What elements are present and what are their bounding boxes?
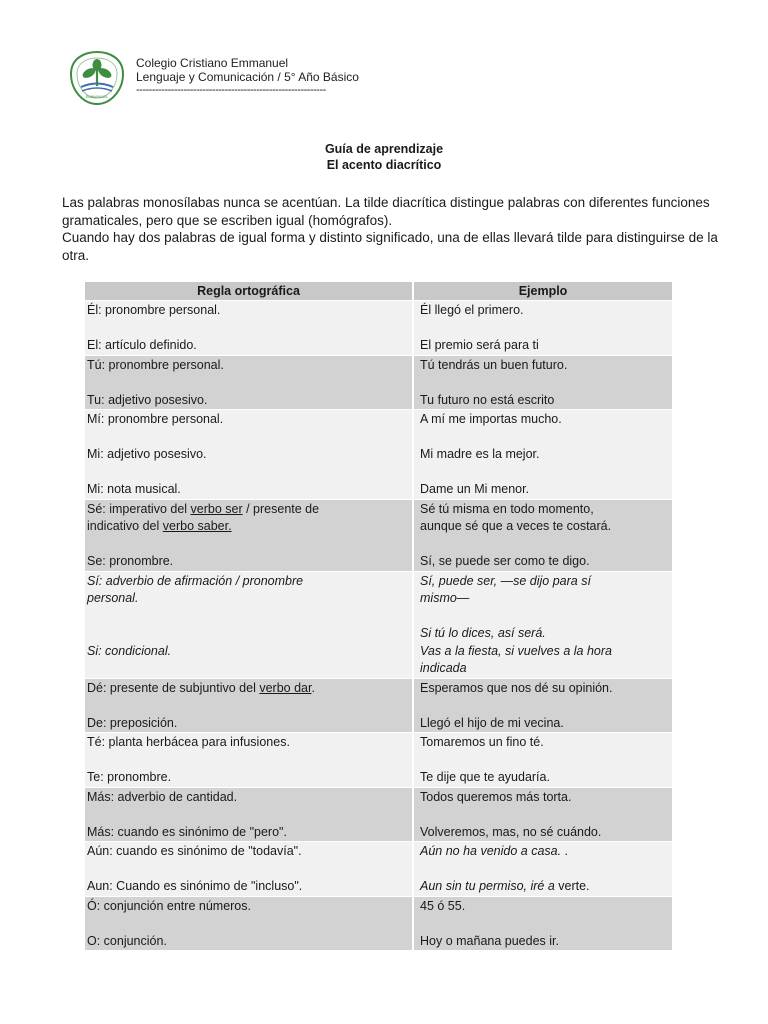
header-separator: ------------------------------------------------------------ xyxy=(136,84,326,96)
header-example: Ejemplo xyxy=(414,282,672,300)
example-line: indicada xyxy=(420,661,467,675)
table-row xyxy=(85,787,672,842)
rule-line: Más: cuando es sinónimo de "pero". xyxy=(87,824,287,839)
school-name: Colegio Cristiano Emmanuel xyxy=(136,56,289,70)
example-line xyxy=(420,806,670,824)
example-cell xyxy=(414,499,672,571)
table-row xyxy=(85,732,672,787)
example-line: Todos queremos más torta. xyxy=(420,789,572,804)
rule-line: Tu: adjetivo posesivo. xyxy=(87,392,208,407)
example-line xyxy=(420,374,670,392)
rule-cell xyxy=(85,300,414,355)
example-line xyxy=(420,320,670,338)
link-verbo-ser[interactable]: verbo ser xyxy=(190,501,243,516)
example-line: Vas a la fiesta, si vuelves a la hora xyxy=(420,643,612,658)
rule-line: Más: adverbio de cantidad. xyxy=(87,789,238,804)
rule-line: Se: pronombre. xyxy=(87,554,174,568)
example-line: Sí, puede ser, —se dijo para sí xyxy=(420,573,591,588)
table-row xyxy=(85,499,672,571)
intro-paragraph-1: Las palabras monosílabas nunca se acentúan. La tilde diacrítica distingue palabras con diferentes funciones gramaticales, pero que se escriben igual (homógrafos). xyxy=(62,195,710,228)
rule-line: De: preposición. xyxy=(87,715,178,730)
rule-line: El: artículo definido. xyxy=(87,338,197,352)
rule-line xyxy=(87,501,410,519)
example-line: Tú tendrás un buen futuro. xyxy=(420,357,568,372)
rule-text: indicativo del xyxy=(87,519,163,533)
rule-line xyxy=(87,806,410,824)
example-cell xyxy=(414,678,672,733)
logo-lettering: EMMANUEL xyxy=(85,94,109,99)
example-cell xyxy=(414,787,672,842)
example-line xyxy=(420,464,670,482)
example-line xyxy=(420,861,670,879)
rule-line: Té: planta herbácea para infusiones. xyxy=(87,735,290,749)
rule-line xyxy=(87,518,410,536)
rule-line: Si: condicional. xyxy=(87,643,172,658)
rule-line: personal. xyxy=(87,591,139,605)
example-line: aunque sé que a veces te costará. xyxy=(420,519,612,533)
example-line xyxy=(420,429,670,447)
document-titles xyxy=(0,141,768,173)
rule-line xyxy=(87,429,410,447)
rules-table xyxy=(85,282,672,950)
header-rule: Regla ortográfica xyxy=(85,282,414,300)
example-line: Mi madre es la mejor. xyxy=(420,447,540,461)
rule-line: O: conjunción. xyxy=(87,933,167,948)
example-text: Aún no ha venido a casa. xyxy=(420,844,562,858)
rule-line: Mi: nota musical. xyxy=(87,482,181,496)
rule-cell xyxy=(85,841,414,896)
example-line xyxy=(420,536,670,554)
example-line xyxy=(420,752,670,770)
rule-cell xyxy=(85,499,414,571)
example-line xyxy=(420,878,670,896)
rule-line xyxy=(87,625,410,643)
example-line: Llegó el hijo de mi vecina. xyxy=(420,715,564,730)
example-cell xyxy=(414,896,672,951)
table-row xyxy=(85,409,672,499)
rule-line xyxy=(87,915,410,933)
example-line: Sé tú misma en todo momento, xyxy=(420,501,594,516)
rule-line: Mí: pronombre personal. xyxy=(87,412,224,426)
example-line: Hoy o mañana puedes ir. xyxy=(420,933,559,948)
example-text: Aun sin tu permiso, iré a xyxy=(420,879,555,893)
rule-line: Él: pronombre personal. xyxy=(87,303,221,317)
rule-line xyxy=(87,861,410,879)
school-header xyxy=(136,56,359,96)
school-logo xyxy=(69,50,125,106)
example-cell xyxy=(414,355,672,410)
table-row xyxy=(85,896,672,951)
table-row xyxy=(85,841,672,896)
rule-line xyxy=(87,608,410,626)
rule-line xyxy=(87,536,410,554)
rule-text: Dé: presente de subjuntivo del xyxy=(87,680,260,695)
example-line: Te dije que te ayudaría. xyxy=(420,770,550,784)
rule-line xyxy=(87,320,410,338)
example-line: El premio será para ti xyxy=(420,338,539,352)
example-line: Dame un Mi menor. xyxy=(420,482,530,496)
example-line: Esperamos que nos dé su opinión. xyxy=(420,680,613,695)
example-line xyxy=(420,915,670,933)
rule-line xyxy=(87,697,410,715)
rule-line xyxy=(87,680,410,698)
table-row xyxy=(85,355,672,410)
intro-text xyxy=(62,194,732,264)
rule-line xyxy=(87,464,410,482)
example-line xyxy=(420,608,670,626)
example-text: verte. xyxy=(554,879,590,893)
example-cell xyxy=(414,841,672,896)
document-subtitle: El acento diacrítico xyxy=(326,158,442,172)
example-line: Tu futuro no está escrito xyxy=(420,392,555,407)
rule-line: Mi: adjetivo posesivo. xyxy=(87,447,207,461)
rule-text: Sé: imperativo del xyxy=(87,501,191,516)
rule-cell xyxy=(85,678,414,733)
rule-line: Ó: conjunción entre números. xyxy=(87,898,251,913)
rule-line: Aun: Cuando es sinónimo de "incluso". xyxy=(87,879,303,893)
rule-line: Tú: pronombre personal. xyxy=(87,357,224,372)
rule-text: / presente de xyxy=(242,501,320,516)
example-cell xyxy=(414,300,672,355)
link-verbo-dar[interactable]: verbo dar xyxy=(259,680,312,695)
table-row xyxy=(85,678,672,733)
example-text: . xyxy=(561,844,569,858)
example-line xyxy=(420,697,670,715)
rule-cell xyxy=(85,409,414,499)
rule-cell xyxy=(85,355,414,410)
example-line: 45 ó 55. xyxy=(420,898,466,913)
rule-line: Sí: adverbio de afirmación / pronombre xyxy=(87,573,304,588)
intro-paragraph-2: Cuando hay dos palabras de igual forma y distinto significado, una de ellas llevará tilde para distinguirse de la otra. xyxy=(62,230,718,263)
rule-line xyxy=(87,752,410,770)
document-title: Guía de aprendizaje xyxy=(324,142,444,156)
example-line: A mí me importas mucho. xyxy=(420,412,562,426)
table-header-row xyxy=(85,282,672,300)
example-line: Volveremos, mas, no sé cuándo. xyxy=(420,824,602,839)
example-cell xyxy=(414,732,672,787)
example-line: Él llegó el primero. xyxy=(420,303,524,317)
example-line xyxy=(420,843,670,861)
rule-text: . xyxy=(311,680,315,695)
rule-cell xyxy=(85,571,414,678)
rule-cell xyxy=(85,732,414,787)
course-name: Lenguaje y Comunicación / 5° Año Básico xyxy=(136,70,359,84)
example-line: Si tú lo dices, así será. xyxy=(420,626,546,640)
example-line: mismo— xyxy=(420,591,470,605)
example-cell xyxy=(414,571,672,678)
table-row xyxy=(85,571,672,678)
link-verbo-saber[interactable]: verbo saber. xyxy=(162,519,232,533)
rule-line: Te: pronombre. xyxy=(87,770,172,784)
example-line: Tomaremos un fino té. xyxy=(420,735,544,749)
rule-cell xyxy=(85,787,414,842)
example-line: Sí, se puede ser como te digo. xyxy=(420,554,590,568)
table-row xyxy=(85,300,672,355)
rule-line: Aún: cuando es sinónimo de "todavía". xyxy=(87,844,302,858)
rule-line xyxy=(87,374,410,392)
example-cell xyxy=(414,409,672,499)
rule-cell xyxy=(85,896,414,951)
